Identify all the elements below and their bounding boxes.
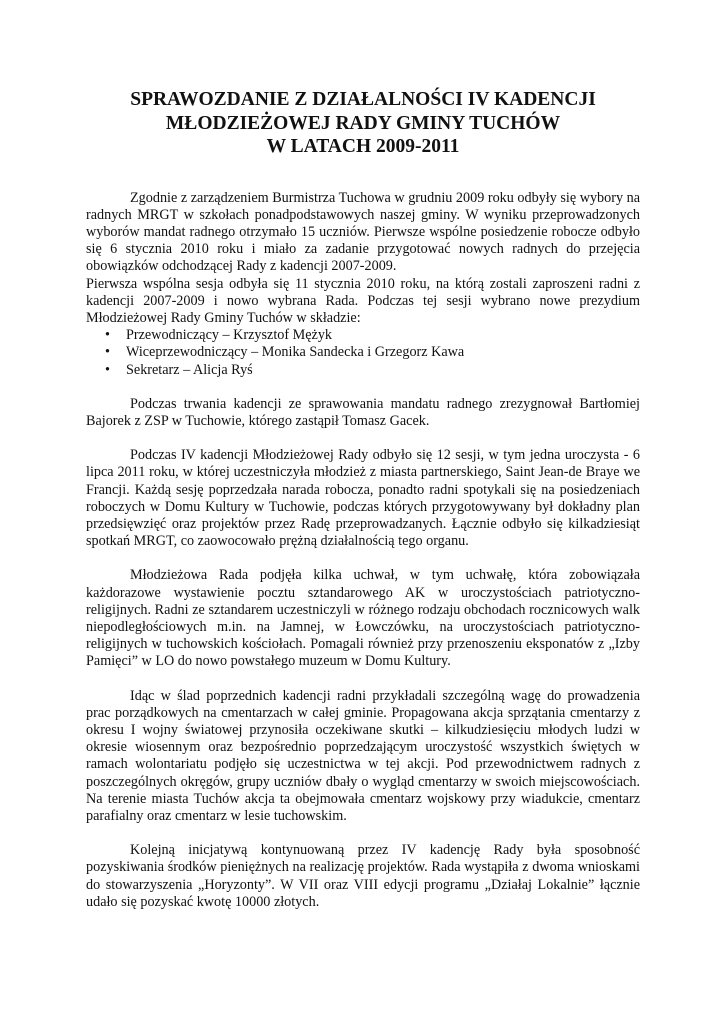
paragraph-funding: Kolejną inicjatywą kontynuowaną przez IV kadencję Rady była sposobność pozyskiwania środków pieniężnych na realizację projektów. Rada wystąpiła z dwoma wnioskami do stowarzyszenia „Horyzonty”. W VII oraz VIII edycji programu „Działaj Lokalnie” łącznie udało się pozyskać kwotę 10000 złotych. — [86, 842, 640, 910]
paragraph-first-session: Pierwsza wspólna sesja odbyła się 11 stycznia 2010 roku, na którą zostali zaproszeni radni z kadencji 2007-2009 i nowo wybrana Rada. Podczas tej sesji wybrano nowe prezydium Młodzieżowej Rady Gminy Tuchów w składzie: — [86, 275, 640, 326]
paragraph-resignation: Podczas trwania kadencji ze sprawowania mandatu radnego zrezygnował Bartłomiej Bajorek z ZSP w Tuchowie, którego zastąpił Tomasz Gacek. — [86, 395, 640, 429]
list-item: • Wiceprzewodniczący – Monika Sandecka i Grzegorz Kawa — [86, 344, 640, 361]
list-item: • Przewodniczący – Krzysztof Mężyk — [86, 327, 640, 344]
title-line-3: W LATACH 2009-2011 — [266, 136, 460, 157]
document-page — [86, 0, 640, 911]
presidium-list — [86, 327, 640, 379]
paragraph-cemeteries: Idąc w ślad poprzednich kadencji radni przykładali szczególną wagę do prowadzenia prac porządkowych na cmentarzach w całej gminie. Propagowana akcja sprzątania cmentarzy z okresu I wojny światowej przynosiła oczekiwane skutki – kilkudziesięciu młodych ludzi w okresie wiosennym oraz bezpośrednio poprzedzającym uroczystość wszystkich świętych w ramach wolontariatu podjęło się uczestnictwa w tej akcji. Pod przewodnictwem radnych z poszczególnych okręgów, grupy uczniów dbały o wygląd cmentarzy w swoich miejscowościach. Na terenie miasta Tuchów akcja ta obejmowała cmentarz wojskowy przy wiadukcie, cmentarz parafialny oraz cmentarz w lesie tuchowskim. — [86, 687, 640, 824]
paragraph-sessions: Podczas IV kadencji Młodzieżowej Rady odbyło się 12 sesji, w tym jedna uroczysta - 6 lipca 2011 roku, w której uczestniczyła młodzież z miasta partnerskiego, Saint Jean-de Braye we Francji. Każdą sesję poprzedzała narada robocza, ponadto radni spotykali się na posiedzeniach roboczych w Domu Kultury w Tuchowie, podczas których przygotowywany był dokładny plan przedsięwzięć oraz projektów przez Radę przeprowadzanych. Łącznie odbyło się kilkadziesiąt spotkań MRGT, co zaowocowało prężną działalnością tego organu. — [86, 447, 640, 550]
document-title — [86, 88, 640, 159]
paragraph-elections: Zgodnie z zarządzeniem Burmistrza Tuchowa w grudniu 2009 roku odbyły się wybory na radnych MRGT w szkołach ponadpodstawowych naszej gminy. W wyniku przeprowadzonych wyborów mandat radnego otrzymało 15 uczniów. Pierwsze wspólne posiedzenie robocze odbyło się 6 stycznia 2010 roku i miało za zadanie przygotować nowych radnych do przejęcia obowiązków odchodzącej Rady z kadencji 2007-2009. — [86, 189, 640, 275]
title-line-1: SPRAWOZDANIE Z DZIAŁALNOŚCI IV KADENCJI — [130, 89, 596, 110]
paragraph-resolutions: Młodzieżowa Rada podjęła kilka uchwał, w tym uchwałę, która zobowiązała każdorazowe wystawienie pocztu sztandarowego AK w uroczystościach patriotyczno-religijnych. Radni ze sztandarem uczestniczyli w różnego rodzaju obchodach rocznicowych walk niepodległościowych m.in. na Jamnej, w Łowczówku, na uroczystościach patriotyczno-religijnych w tuchowskich kościołach. Pomagali również przy przenoszeniu eksponatów z „Izby Pamięci” w LO do nowo powstałego muzeum w Domu Kultury. — [86, 567, 640, 670]
title-line-2: MŁODZIEŻOWEJ RADY GMINY TUCHÓW — [165, 112, 561, 134]
list-item: • Sekretarz – Alicja Ryś — [86, 362, 640, 379]
